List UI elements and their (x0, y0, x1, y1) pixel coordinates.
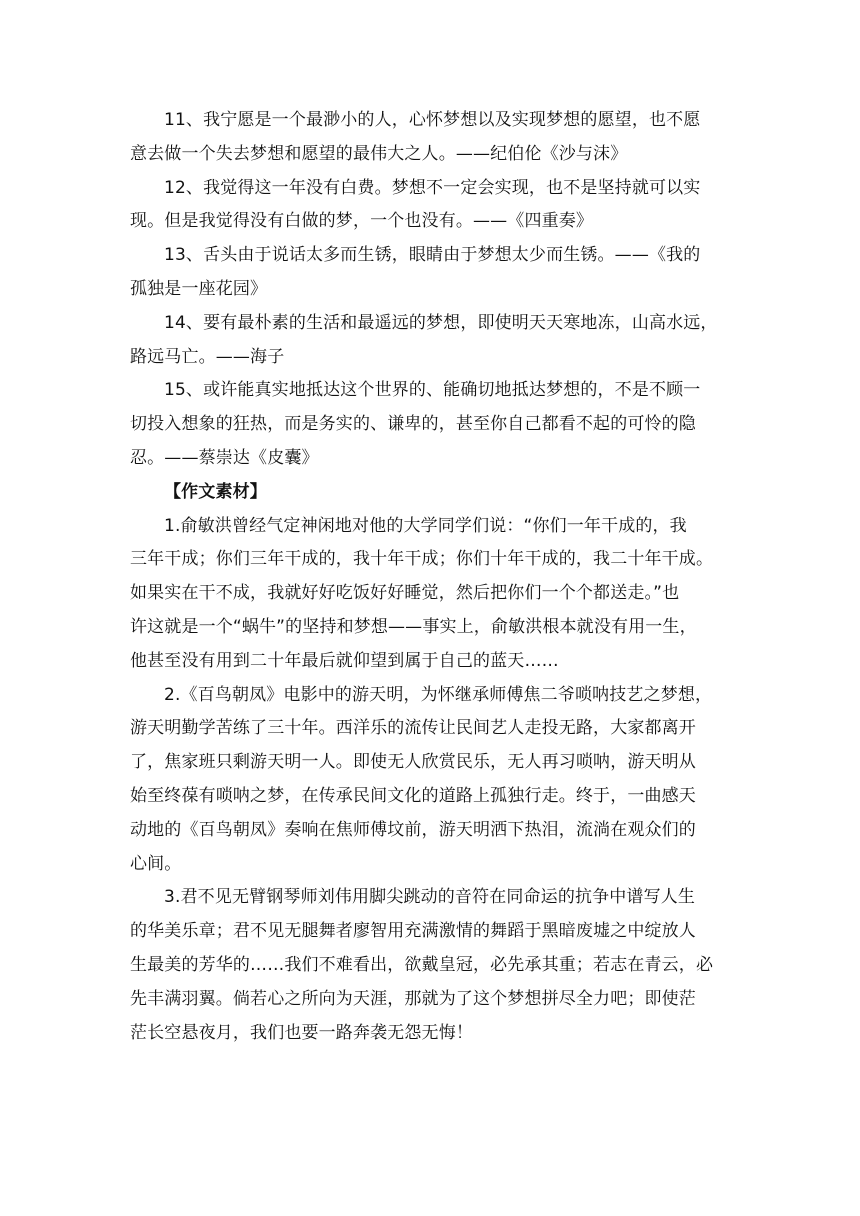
quote-12-line-2: 现。但是我觉得没有白做的梦，一个也没有。——《四重奏》 (130, 211, 594, 232)
material-3-line-1: 3.君不见无臂钢琴师刘伟用脚尖跳动的音符在同命运的抗争中谱写人生 (164, 887, 696, 908)
quote-14-line-2: 路远马亡。——海子 (130, 346, 285, 367)
quote-13-line-1: 13、舌头由于说话太多而生锈，眼睛由于梦想太少而生锈。——《我的 (164, 245, 701, 266)
quote-15-line-2: 切投入想象的狂热，而是务实的、谦卑的，甚至你自己都看不起的可怜的隐 (130, 414, 696, 435)
quote-11 (130, 104, 734, 172)
quote-15-line-3: 忍。——蔡崇达《皮囊》 (130, 447, 319, 468)
material-3 (130, 881, 734, 1050)
material-1 (130, 510, 734, 679)
quote-14-line-1: 14、要有最朴素的生活和最遥远的梦想，即使明天天寒地冻，山高水远， (164, 312, 718, 333)
material-1-line-1: 1.俞敏洪曾经气定神闲地对他的大学同学们说：“你们一年干成的，我 (164, 515, 687, 536)
material-1-line-3: 如果实在干不成，我就好好吃饭好好睡觉，然后把你们一个个都送走。”也 (130, 583, 680, 604)
quote-11-line-1: 11、我宁愿是一个最渺小的人，心怀梦想以及实现梦想的愿望，也不愿 (164, 110, 701, 130)
quote-14 (130, 307, 734, 375)
material-3-line-4: 先丰满羽翼。倘若心之所向为天涯，那就为了这个梦想拼尽全力吧；即使茫 (130, 988, 696, 1009)
quote-15-line-1: 15、或许能真实地抵达这个世界的、能确切地抵达梦想的，不是不顾一 (164, 380, 701, 401)
material-3-line-3: 生最美的芳华的……我们不难看出，欲戴皇冠，必先承其重；若志在青云，必 (130, 954, 714, 975)
quote-13-line-2: 孤独是一座花园》 (130, 278, 268, 299)
quote-15 (130, 374, 734, 475)
quote-12 (130, 172, 734, 240)
material-1-line-5: 他甚至没有用到二十年最后就仰望到属于自己的蓝天…… (130, 650, 559, 671)
material-2-line-1: 2.《百鸟朝凤》电影中的游天明，为怀继承师傅焦二爷唢呐技艺之梦想， (164, 684, 713, 705)
material-2-line-2: 游天明勤学苦练了三十年。西洋乐的流传让民间艺人走投无路，大家都离开 (130, 718, 696, 739)
material-2-line-4: 始至终葆有唢呐之梦，在传承民间文化的道路上孤独行走。终于，一曲感天 (130, 785, 696, 806)
material-2-line-3: 了，焦家班只剩游天明一人。即使无人欣赏民乐，无人再习唢呐，游天明从 (130, 752, 696, 773)
material-2-line-5: 动地的《百鸟朝凤》奏响在焦师傅坟前，游天明洒下热泪，流淌在观众们的 (130, 819, 696, 840)
material-1-line-2: 三年干成；你们三年干成的，我十年干成；你们十年干成的，我二十年干成。 (130, 549, 714, 570)
section-heading: 【作文素材】 (164, 481, 267, 502)
material-2 (130, 679, 734, 882)
quote-13 (130, 239, 734, 307)
quote-11-line-2: 意去做一个失去梦想和愿望的最伟大之人。——纪伯伦《沙与沫》 (130, 143, 628, 164)
material-3-line-5: 茫长空悬夜月，我们也要一路奔袭无怨无悔！ (130, 1022, 473, 1043)
material-3-line-2: 的华美乐章；君不见无腿舞者廖智用充满激情的舞蹈于黑暗废墟之中绽放人 (130, 921, 696, 942)
document-page (130, 104, 734, 1050)
material-1-line-4: 许这就是一个“蜗牛”的坚持和梦想——事实上，俞敏洪根本就没有用一生， (130, 616, 697, 637)
material-2-line-6: 心间。 (130, 853, 182, 874)
quote-12-line-1: 12、我觉得这一年没有白费。梦想不一定会实现，也不是坚持就可以实 (164, 177, 701, 198)
